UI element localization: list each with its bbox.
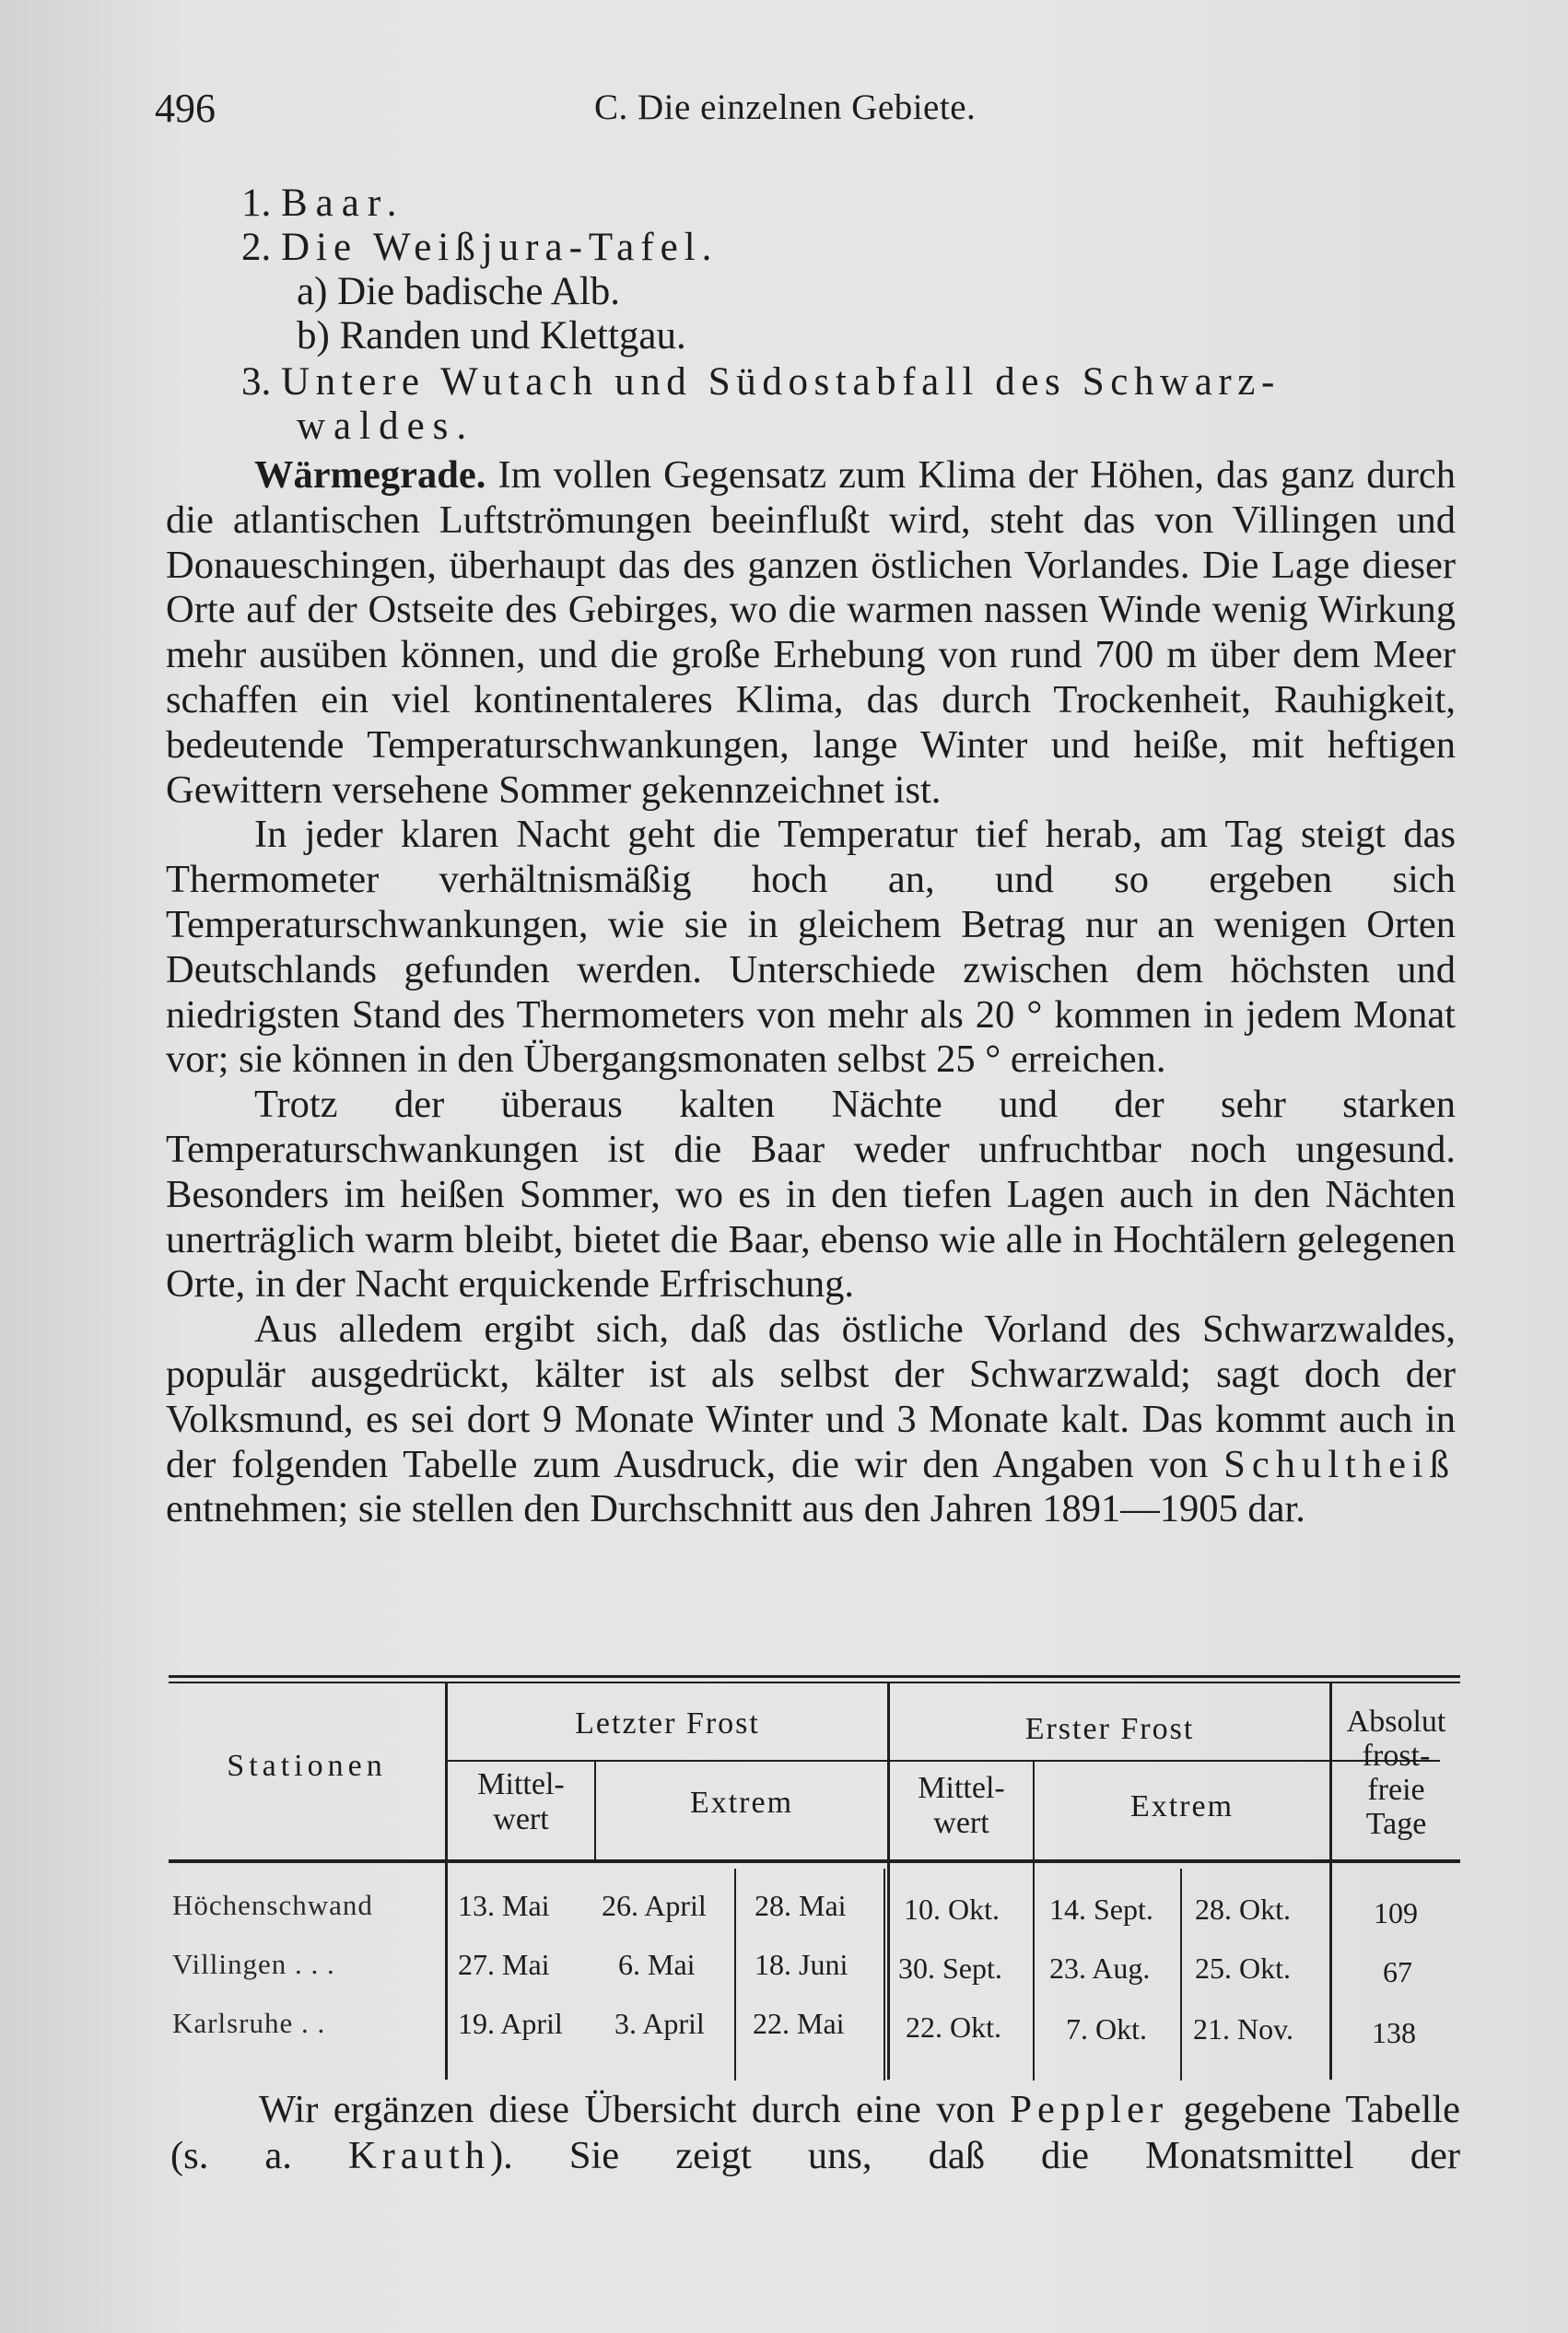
outline-item-2-number: 2. [241,226,272,269]
cell-lf-extrem-2: 22. Mai [753,2007,845,2040]
header-erster-frost: Erster Frost [1024,1712,1195,1746]
paragraph-4-text-b: entnehmen; sie stellen den Durchschnitt aus den Jahren 1891—1905 dar. [166,1487,1305,1531]
station-name: Villingen . . . [172,1948,335,1980]
page-number: 496 [155,86,216,131]
cell-lf-extrem-2: 28. Mai [755,1889,847,1922]
paragraph-waermegrade [166,453,1456,813]
cell-ef-extrem-2: 25. Okt. [1195,1952,1291,1985]
header-lf-mittelwert: Mittel- wert [477,1767,565,1836]
author-schultheiss: Schultheiß [1223,1442,1456,1486]
cell-ef-extrem-2: 28. Okt. [1195,1893,1291,1926]
table-header-rule [169,1859,1460,1863]
table-vrule [734,1869,736,2081]
cell-ef-extrem-1: 14. Sept. [1049,1893,1153,1926]
cell-lf-extrem-1: 26. April [602,1889,707,1922]
header-ef-mittelwert: Mittel- wert [918,1771,1005,1840]
paragraph-4-text-a: Aus alledem ergibt sich, daß das östliche Vorland des Schwarzwaldes, populär ausgedrückt, kälter ist als selbst der Schwarzwald; sagt doch der Volksmund, es sei dort 9 Monate Winter und 3 Monate kalt. Das kommt auch in der folgenden Tabelle zum Ausdruck, die wir den Angaben von [166,1307,1456,1486]
running-head: C. Die einzelnen Gebiete. [594,88,977,127]
cell-ef-extrem-1: 7. Okt. [1066,2012,1147,2046]
station-name: Höchenschwand [172,1889,373,1921]
cell-ef-extrem-2: 21. Nov. [1193,2012,1294,2046]
cell-lf-mittel: 19. April [458,2007,563,2040]
cell-frostfreie-tage: 138 [1372,2016,1416,2049]
outline-item-3-label: Untere Wutach und Südostabfall des Schwarz- [281,360,1281,404]
continuation-text-c: ). Sie zeigt uns, daß die Monatsmittel der [489,2134,1461,2177]
table-vrule [1180,1869,1182,2081]
cell-lf-extrem-1: 6. Mai [618,1948,696,1981]
cell-ef-mittel: 30. Sept. [898,1952,1002,1985]
outline-item-1 [241,181,405,226]
station-name: Karlsruhe . . [172,2007,326,2039]
table-top-rule-2 [169,1682,1460,1683]
continuation-text-b: gegebene Tabelle (s. a. [170,2088,1460,2177]
cell-ef-mittel: 22. Okt. [906,2011,1001,2044]
body-text [166,453,1456,1532]
outline-item-2 [241,225,718,270]
author-krauth: Krauth [347,2134,490,2177]
cell-lf-extrem-1: 3. April [614,2007,705,2040]
cell-lf-mittel: 27. Mai [458,1948,550,1981]
outline-item-3 [241,359,1281,404]
header-stationen: Stationen [227,1749,387,1783]
paragraph-2: In jeder klaren Nacht geht die Temperatur tief herab, am Tag steigt das Thermometer verhältnismäßig hoch an, und so ergeben sich Temperaturschwankungen, wie sie in gleichem Betrag nur an wenigen Orten Deutschlands gefunden werden. Unterschiede zwischen dem höchsten und niedrigsten Stand des Thermometers von mehr als 20 ° kommen in jedem Monat vor; sie können in den Übergangsmonaten selbst 25 ° erreichen. [166,813,1456,1082]
table-vrule [445,1683,448,2080]
header-lf-extrem: Extrem [689,1786,794,1820]
table-top-rule [169,1675,1460,1678]
table-vrule [883,1869,885,2081]
continuation-paragraph [170,2087,1460,2179]
paragraph-3: Trotz der überaus kalten Nächte und der sehr starken Temperaturschwankungen ist die Baar weder unfruchtbar noch ungesund. Besonders im heißen Sommer, wo es in den tiefen Lagen auch in den Nächten unerträglich warm bleibt, bietet die Baar, ebenso wie alle in Hochtälern gelegenen Orte, in der Nacht erquickende Erfrischung. [166,1083,1456,1307]
cell-ef-extrem-1: 23. Aug. [1049,1952,1151,1985]
cell-ef-mittel: 10. Okt. [904,1893,1000,1926]
cell-frostfreie-tage: 67 [1383,1955,1412,1988]
outline-item-2a: a) Die badische Alb. [297,270,621,313]
cell-lf-mittel: 13. Mai [458,1889,550,1922]
section-lead: Wärmegrade. [254,453,486,497]
paragraph-1-text: Im vollen Gegensatz zum Klima der Höhen, das ganz durch die atlantischen Luftströmungen beeinflußt wird, steht das von Villingen und Donaueschingen, überhaupt das des ganzen östlichen Vorlandes. Die Lage dieser Orte auf der Ostseite des Gebirges, wo die warmen nassen Winde wenig Wirkung mehr ausüben können, und die große Erhebung von rund 700 m über dem Meer schaffen ein viel kontinentaleres Klima, das durch Trockenheit, Rauhigkeit, bedeutende Temperaturschwankungen, lange Winter und heiße, mit heftigen Gewittern versehene Sommer gekennzeichnet ist. [166,453,1456,812]
continuation-text-a: Wir ergänzen diese Übersicht durch eine von [259,2088,995,2131]
header-letzter-frost: Letzter Frost [575,1706,760,1741]
header-ef-extrem: Extrem [1129,1789,1235,1823]
outline-item-2-label: Die Weißjura-Tafel. [281,226,719,269]
header-absolut-frostfreie-tage: Absolut frost- freie Tage [1346,1705,1446,1841]
author-peppler: Peppler [1010,2088,1169,2131]
frost-table [169,1675,1460,2081]
outline-item-3-continuation: waldes. [297,404,475,448]
outline-item-2b: b) Randen und Klettgau. [297,314,686,358]
paragraph-4 [166,1307,1456,1532]
outline-item-1-number: 1. [241,182,272,225]
outline-item-3-number: 3. [241,360,272,404]
cell-frostfreie-tage: 109 [1374,1896,1418,1929]
cell-lf-extrem-2: 18. Juni [755,1948,848,1981]
outline-item-1-label: Baar. [281,182,405,225]
